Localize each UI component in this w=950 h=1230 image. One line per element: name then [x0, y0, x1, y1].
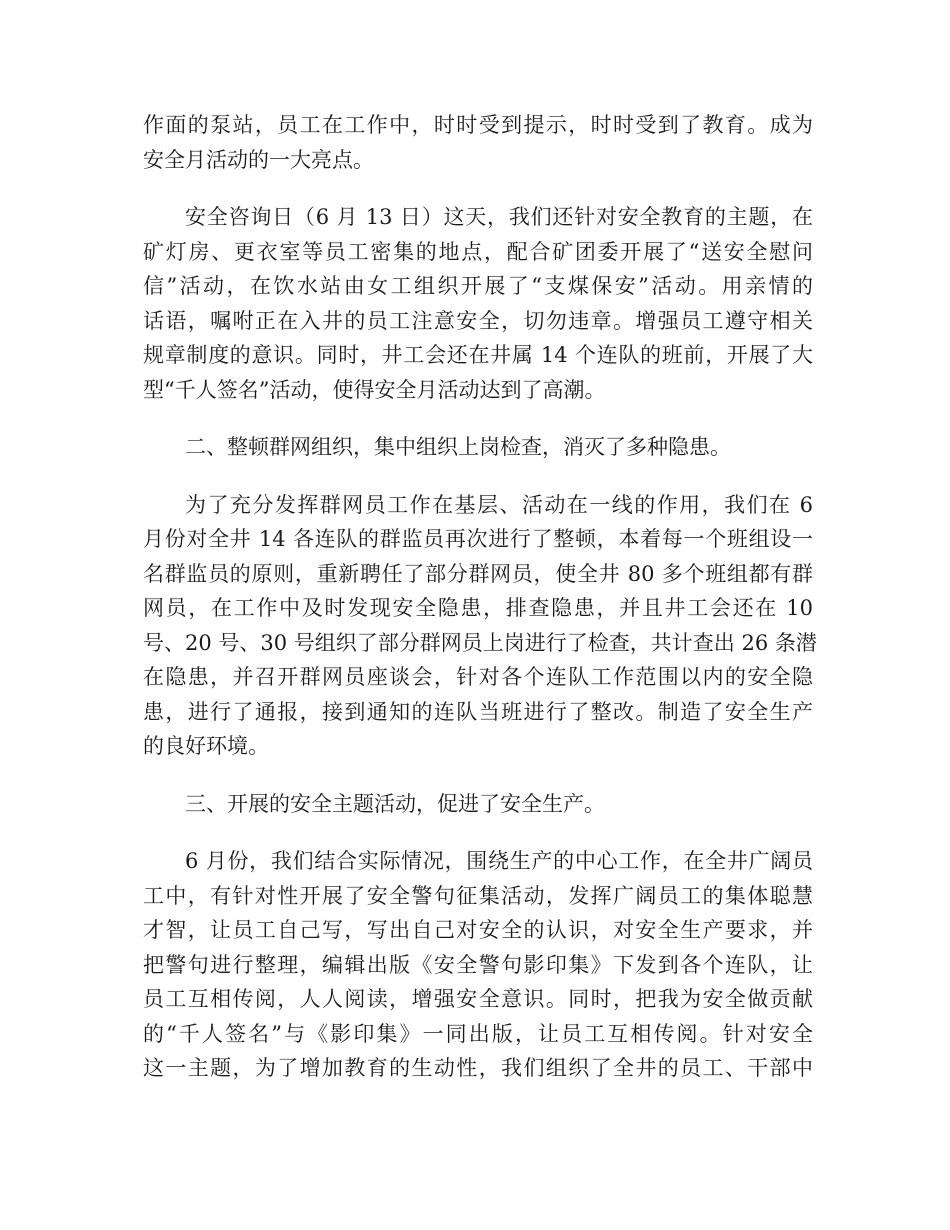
text-line: 工中，有针对性开展了安全警句征集活动，发挥广阔员工的集体聪慧: [143, 883, 813, 908]
text-line: 话语，嘱咐正在入井的员工注意安全，切勿违章。增强员工遵守相关: [143, 308, 813, 333]
paragraph: [143, 108, 813, 177]
text-line: 安全咨询日（6 月 13 日）这天，我们还针对安全教育的主题，在: [185, 205, 813, 229]
text-line: 才智，让员工自己写，写出自己对安全的认识，对安全生产要求，并: [143, 918, 813, 942]
text-line: 型“千人签名”活动，使得安全月活动达到了高潮。: [143, 377, 606, 402]
text-line: 把警句进行整理，编辑出版《安全警句影印集》下发到各个连队，让: [143, 952, 813, 977]
text-line: 的良好环境。: [143, 734, 269, 758]
text-line: 网员，在工作中及时发现安全隐患，排查隐患，并且井工会还在 10: [143, 596, 813, 620]
text-line: 号、20 号、30 号组织了部分群网员上岗进行了检查，共计查出 26 条潜: [143, 630, 817, 655]
text-line: 矿灯房、更衣室等员工密集的地点，配合矿团委开展了“送安全慰问: [143, 239, 813, 264]
text-line: 的“千人签名”与《影印集》一同出版，让员工互相传阅。针对安全: [143, 1021, 813, 1046]
text-line: 员工互相传阅，人人阅读，增强安全意识。同时，把我为安全做贡献: [143, 987, 813, 1011]
text-line: 三、开展的安全主题活动，促进了安全生产。: [185, 791, 605, 816]
section-heading: [143, 787, 813, 822]
paragraph: [143, 844, 813, 1086]
paragraph: [143, 488, 817, 764]
text-line: 规章制度的意识。同时，井工会还在井属 14 个连队的班前，开展了大: [143, 343, 813, 367]
text-line: 安全月活动的一大亮点。: [143, 147, 374, 172]
text-line: 为了充分发挥群网员工作在基层、活动在一线的作用，我们在 6: [185, 492, 813, 517]
text-line: 月份对全井 14 各连队的群监员再次进行了整顿，本着每一个班组设一: [143, 527, 813, 551]
text-line: 二、整顿群网组织，集中组织上岗检查，消灭了多种隐患。: [185, 435, 731, 459]
paragraph: [143, 200, 813, 407]
document-body: [143, 108, 817, 1086]
text-line: 作面的泵站，员工在工作中，时时受到提示，时时受到了教育。成为: [143, 113, 813, 137]
text-line: 患，进行了通报，接到通知的连队当班进行了整改。制造了安全生产: [143, 699, 813, 724]
text-line: 信”活动，在饮水站由女工组织开展了“支煤保安”活动。用亲情的: [143, 274, 813, 298]
text-line: 在隐患，并召开群网员座谈会，针对各个连队工作范围以内的安全隐: [143, 665, 813, 689]
section-heading: [143, 430, 813, 465]
text-line: 名群监员的原则，重新聘任了部分群网员，使全井 80 多个班组都有群: [143, 561, 813, 586]
text-line: 6 月份，我们结合实际情况，围绕生产的中心工作，在全井广阔员: [185, 849, 813, 873]
text-line: 这一主题，为了增加教育的生动性，我们组织了全井的员工、干部中: [143, 1056, 813, 1080]
